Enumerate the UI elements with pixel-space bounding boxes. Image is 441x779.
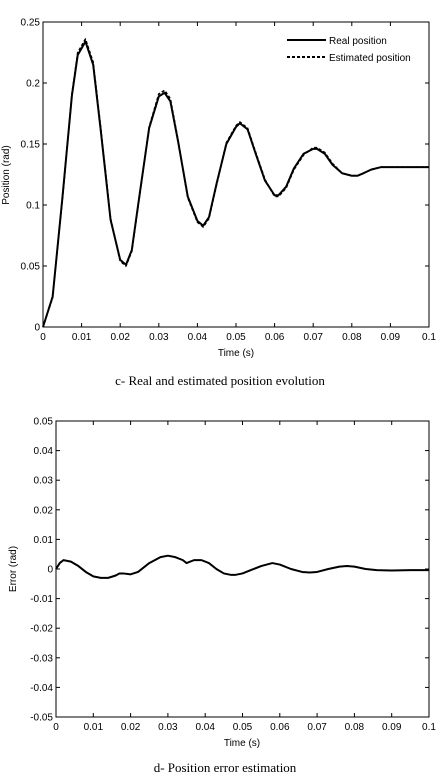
d-y-tick-label: 0.04 bbox=[33, 446, 53, 458]
position-chart-caption: c- Real and estimated position evolution bbox=[115, 373, 325, 388]
d-y-tick-label: -0.02 bbox=[30, 623, 53, 635]
d-y-tick-label: -0.05 bbox=[30, 712, 53, 724]
d-x-tick-label: 0.08 bbox=[344, 722, 365, 733]
c-y-tick-label: 0.1 bbox=[26, 200, 40, 212]
c-series-line-real bbox=[43, 42, 429, 327]
c-x-tick-label: 0.04 bbox=[187, 332, 208, 343]
error-y-axis-label: Error (rad) bbox=[8, 545, 19, 593]
d-x-tick-label: 0.06 bbox=[270, 722, 290, 733]
c-y-tick-label: 0.15 bbox=[20, 139, 40, 151]
d-x-tick-label: 0.03 bbox=[158, 722, 178, 733]
d-x-tick-label: 0 bbox=[53, 722, 59, 733]
position-x-ticks bbox=[40, 22, 436, 343]
c-x-tick-label: 0.09 bbox=[380, 332, 401, 343]
error-series bbox=[56, 556, 429, 578]
error-chart-caption: d- Position error estimation bbox=[153, 760, 297, 775]
c-x-tick-label: 0.07 bbox=[303, 332, 323, 343]
c-y-tick-label: 0.25 bbox=[20, 17, 40, 29]
legend-estimated-position-label: Estimated position bbox=[329, 53, 411, 64]
d-series-line-real bbox=[56, 556, 429, 578]
c-x-tick-label: 0.01 bbox=[71, 332, 92, 343]
c-x-tick-label: 0.05 bbox=[226, 332, 246, 343]
c-x-tick-label: 0.1 bbox=[422, 332, 436, 343]
d-y-tick-label: 0.01 bbox=[33, 534, 53, 546]
c-y-tick-label: 0 bbox=[34, 322, 40, 334]
d-x-tick-label: 0.05 bbox=[232, 722, 253, 733]
c-y-tick-label: 0.05 bbox=[20, 261, 40, 273]
d-y-tick-label: -0.03 bbox=[30, 653, 53, 665]
d-x-tick-label: 0.02 bbox=[120, 722, 141, 733]
position-y-ticks bbox=[21, 18, 429, 334]
d-y-tick-label: -0.04 bbox=[30, 682, 53, 694]
c-x-tick-label: 0.08 bbox=[342, 332, 362, 343]
c-x-tick-label: 0.03 bbox=[149, 332, 169, 343]
d-y-tick-label: 0.02 bbox=[33, 505, 53, 517]
d-x-tick-label: 0.09 bbox=[381, 722, 402, 733]
position-x-axis-label: Time (s) bbox=[217, 348, 255, 359]
position-legend bbox=[287, 36, 411, 64]
c-x-tick-label: 0.06 bbox=[264, 332, 285, 343]
position-plot-frame bbox=[43, 22, 429, 327]
position-series bbox=[43, 39, 429, 327]
position-y-axis-label: Position (rad) bbox=[1, 145, 12, 205]
d-y-tick-label: 0.03 bbox=[33, 475, 53, 487]
error-chart bbox=[8, 417, 436, 776]
d-x-tick-label: 0.04 bbox=[195, 722, 215, 733]
c-x-tick-label: 0.02 bbox=[110, 332, 130, 343]
d-x-tick-label: 0.07 bbox=[307, 722, 327, 733]
c-x-tick-label: 0 bbox=[40, 332, 46, 343]
error-x-axis-label: Time (s) bbox=[223, 738, 261, 749]
c-series-line-estimated bbox=[43, 39, 429, 327]
d-y-tick-label: 0 bbox=[47, 564, 53, 576]
legend-real-position-label: Real position bbox=[329, 36, 387, 47]
c-y-tick-label: 0.2 bbox=[26, 78, 40, 90]
d-y-tick-label: -0.01 bbox=[30, 594, 53, 606]
d-x-tick-label: 0.1 bbox=[422, 722, 436, 733]
position-chart bbox=[1, 18, 436, 389]
d-x-tick-label: 0.01 bbox=[83, 722, 104, 733]
d-y-tick-label: 0.05 bbox=[33, 416, 53, 428]
